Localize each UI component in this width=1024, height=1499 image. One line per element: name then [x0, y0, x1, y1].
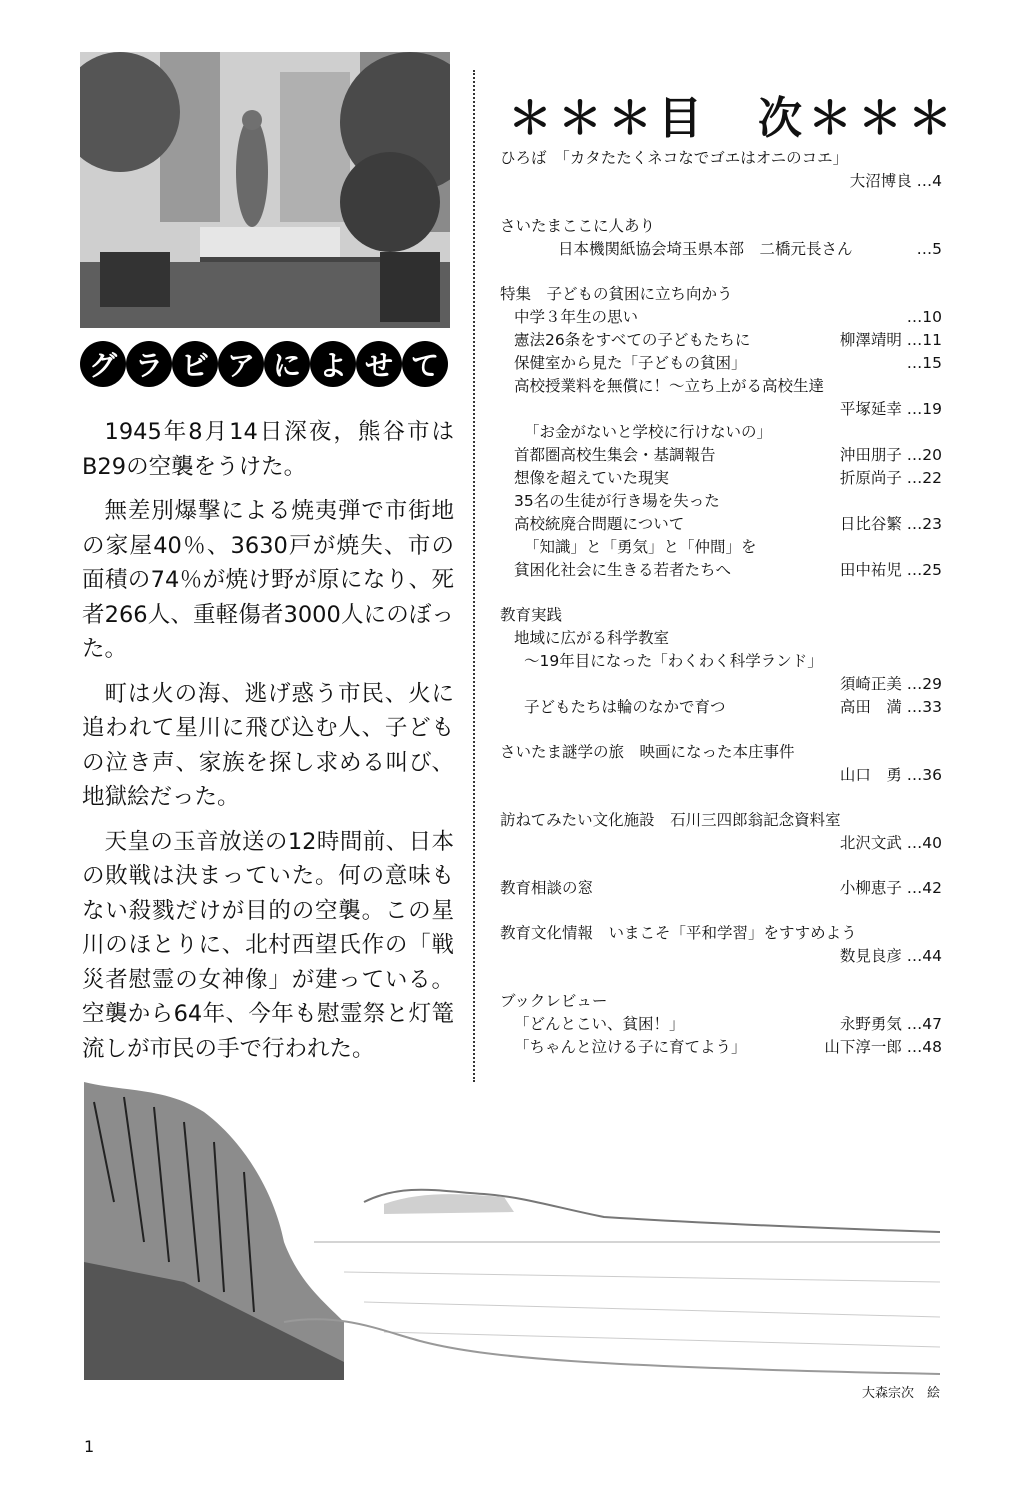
toc-entry: [500, 944, 942, 967]
toc-section: [500, 989, 942, 1058]
toc-entry-author-page: 小柳恵子 …42: [839, 879, 942, 897]
gravure-heading-char: て: [402, 341, 448, 387]
table-of-contents: [500, 146, 942, 1080]
toc-entry-title: 貧困化社会に生きる若者たちへ: [514, 561, 732, 579]
toc-entry-title: ひろば 「カタたたくネコなでゴエはオニのコエ」: [500, 149, 849, 167]
toc-section-heading: 教育実践: [500, 606, 563, 624]
toc-entry: [500, 305, 942, 328]
toc-entry: [500, 535, 942, 558]
toc-entry-title: 高校統廃合問題について: [514, 515, 685, 533]
toc-entry-title: 「知識」と「勇気」と「仲間」を: [524, 538, 757, 556]
toc-entry-author-page: 田中祐児 …25: [839, 561, 942, 579]
toc-entry-author-page: 永野勇気 …47: [839, 1015, 942, 1033]
memorial-photo: [80, 52, 450, 328]
toc-entry-author-page: 日比谷繁 …23: [839, 515, 942, 533]
toc-entry: [500, 1035, 942, 1058]
toc-entry: [500, 328, 942, 351]
gravure-heading-char: グ: [80, 341, 126, 387]
toc-entry: [500, 466, 942, 489]
toc-entry: [500, 351, 942, 374]
toc-entry-title: 子どもたちは輪のなかで育つ: [524, 698, 726, 716]
toc-entry: [500, 876, 942, 899]
toc-entry: [500, 1012, 942, 1035]
gravure-heading: [80, 341, 448, 387]
article-paragraph: 天皇の玉音放送の12時間前、日本の敗戦は決まっていた。何の意味もない殺戮だけが目的の空襲。この星川のほとりに、北村西望氏作の「戦災者慰霊の女神像」が建っている。空襲から64年、今年も慰霊祭と灯篭流しが市民の手で行われた。: [82, 828, 454, 1062]
illustration-credit: 大森宗次 絵: [861, 1386, 940, 1401]
toc-section: [500, 808, 942, 854]
toc-entry: [500, 512, 942, 535]
toc-section-heading: さいたま謎学の旅 映画になった本庄事件: [500, 743, 795, 761]
toc-entry-author-page: …15: [906, 354, 942, 372]
toc-entry: [500, 831, 942, 854]
toc-title: ＊＊＊目 次＊＊＊: [508, 93, 958, 144]
toc-section: [500, 603, 942, 718]
toc-entry: [500, 489, 942, 512]
toc-entry-title: 「お金がないと学校に行けないの」: [524, 423, 773, 441]
toc-entry-title: 想像を超えていた現実: [514, 469, 670, 487]
toc-section-heading: 教育文化情報 いまこそ「平和学習」をすすめよう: [500, 924, 857, 942]
toc-entry-author-page: 折原尚子 …22: [839, 469, 942, 487]
toc-entry-title: 「ちゃんと泣ける子に育てよう」: [514, 1038, 747, 1056]
toc-entry-author-page: 平塚延幸 …19: [839, 400, 942, 418]
toc-entry-title: 憲法26条をすべての子どもたちに: [514, 331, 751, 349]
toc-entry: [500, 763, 942, 786]
toc-entry: [500, 397, 942, 420]
toc-entry-title: 地域に広がる科学教室: [514, 629, 670, 647]
gravure-heading-char: に: [264, 341, 310, 387]
toc-entry: [500, 649, 942, 672]
toc-entry-title: 保健室から見た「子どもの貧困」: [514, 354, 747, 372]
toc-entry-title: 日本機関紙協会埼玉県本部 二橋元長さん: [558, 240, 853, 258]
toc-section: [500, 146, 942, 192]
toc-entry: [500, 169, 942, 192]
toc-entry: [500, 146, 942, 169]
toc-section-heading: 特集 子どもの貧困に立ち向かう: [500, 285, 733, 303]
toc-entry-title: 首都圏高校生集会・基調報告: [514, 446, 716, 464]
gravure-heading-char: せ: [356, 341, 402, 387]
toc-entry-title: 「どんとこい、貧困！」: [514, 1015, 685, 1033]
toc-entry: [500, 374, 942, 397]
article-paragraph: 無差別爆撃による焼夷弾で市街地の家屋40％、3630戸が焼失、市の面積の74％が焼け野が原になり、死者266人、重軽傷者3000人にのぼった。: [82, 498, 454, 662]
toc-entry-author-page: 柳澤靖明 …11: [839, 331, 942, 349]
toc-section-heading: さいたまここに人あり: [500, 217, 656, 235]
toc-entry-author-page: …10: [906, 308, 942, 326]
toc-entry-author-page: 高田 満 …33: [839, 698, 942, 716]
article-paragraph: 1945年8月14日深夜，熊谷市はB29の空襲をうけた。: [82, 419, 454, 480]
toc-section: [500, 876, 942, 899]
toc-entry: [500, 420, 942, 443]
toc-entry: [500, 695, 942, 718]
toc-entry-author-page: 沖田朋子 …20: [839, 446, 942, 464]
toc-entry-title: 中学３年生の思い: [514, 308, 639, 326]
toc-section-heading: ブックレビュー: [500, 992, 608, 1010]
toc-entry: [500, 443, 942, 466]
toc-entry: [500, 237, 942, 260]
seaside-landscape-illustration: [84, 1082, 940, 1380]
toc-section: [500, 282, 942, 581]
toc-entry-author-page: 北沢文武 …40: [839, 834, 942, 852]
toc-section: [500, 214, 942, 260]
gravure-heading-char: ア: [218, 341, 264, 387]
toc-entry-title: 高校授業料を無償に！～立ち上がる高校生達: [514, 377, 825, 395]
column-divider: [473, 70, 475, 1082]
toc-section-heading: 訪ねてみたい文化施設 石川三四郎翁記念資料室: [500, 811, 841, 829]
toc-section: [500, 740, 942, 786]
toc-entry-title: ～19年目になった「わくわく科学ランド」: [524, 652, 823, 670]
toc-entry-title: 35名の生徒が行き場を失った: [514, 492, 720, 510]
toc-entry: [500, 626, 942, 649]
toc-entry-author-page: 山口 勇 …36: [839, 766, 942, 784]
toc-entry-author-page: 山下淳一郎 …48: [824, 1038, 942, 1056]
toc-entry-title: 教育相談の窓: [500, 879, 594, 897]
toc-entry-author-page: …5: [916, 240, 942, 258]
toc-entry-author-page: 大沼博良 …4: [849, 172, 942, 190]
gravure-heading-char: ビ: [172, 341, 218, 387]
gravure-heading-char: ラ: [126, 341, 172, 387]
toc-entry: [500, 558, 942, 581]
toc-entry-author-page: 須崎正美 …29: [839, 675, 942, 693]
gravure-heading-char: よ: [310, 341, 356, 387]
page-number: 1: [84, 1437, 95, 1456]
gravure-article: [82, 415, 454, 1076]
toc-entry: [500, 672, 942, 695]
toc-section: [500, 921, 942, 967]
article-paragraph: 町は火の海、逃げ惑う市民、火に追われて星川に飛び込む人、子どもの泣き声、家族を探し求める叫び、地獄絵だった。: [82, 680, 454, 810]
toc-entry-author-page: 数見良彦 …44: [839, 947, 942, 965]
